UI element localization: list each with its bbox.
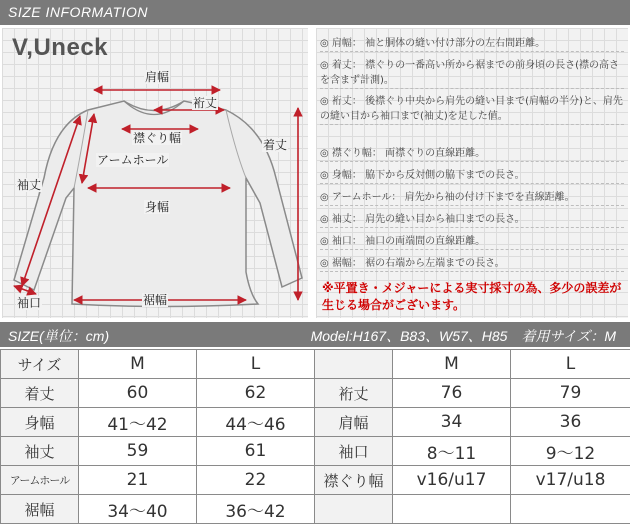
- row-label: 裾幅: [1, 495, 79, 524]
- table-cell: 8～11: [393, 437, 511, 466]
- section-title: SIZE INFORMATION: [8, 4, 148, 20]
- cuff-label: 袖口: [17, 296, 42, 310]
- col-header: M: [79, 350, 197, 379]
- table-cell: [511, 495, 630, 524]
- note-yuki: ◎ 裄丈： 後襟ぐり中央から肩先の縫い目まで(肩幅の半分)と、肩先の縫い目から袖口まで(袖丈)を足した値。: [320, 94, 624, 125]
- row-label: 袖丈: [1, 437, 79, 466]
- table-cell: 9～12: [511, 437, 630, 466]
- measurement-warning: ※平置き・メジャーによる実寸採寸の為、多少の誤差が生じる場合がございます。: [322, 281, 622, 312]
- note-shoulder: ◎ 肩幅： 袖と胴体の縫い付け部分の左右間距離。: [320, 36, 624, 52]
- table-cell: v16/u17: [393, 466, 511, 495]
- table-cell: 44～46: [197, 408, 315, 437]
- armhole-label: アームホール: [97, 153, 169, 167]
- row-label: [315, 495, 393, 524]
- size-table: [0, 349, 630, 524]
- table-header-row: [1, 350, 630, 379]
- table-cell: 34～40: [79, 495, 197, 524]
- size-header-cell-right: [315, 350, 393, 379]
- table-cell: 22: [197, 466, 315, 495]
- body-width-label: 身幅: [145, 200, 170, 214]
- size-table-header: [0, 322, 630, 347]
- sleeve-arrow: [22, 116, 80, 286]
- sleeve-length-label: 袖丈: [17, 178, 42, 192]
- table-cell: 36: [511, 408, 630, 437]
- garment-diagram: [2, 28, 308, 318]
- table-cell: 79: [511, 379, 630, 408]
- table-cell: v17/u18: [511, 466, 630, 495]
- table-row: [1, 408, 630, 437]
- table-row: [1, 495, 630, 524]
- garment-type-title: V,Uneck: [12, 34, 109, 61]
- row-label: 裄丈: [315, 379, 393, 408]
- table-cell: 60: [79, 379, 197, 408]
- note-cuff: ◎ 袖口： 袖口の両端間の直線距離。: [320, 234, 624, 250]
- table-cell: 34: [393, 408, 511, 437]
- neck-width-label: 襟ぐり幅: [133, 131, 182, 145]
- hem-width-label: 裾幅: [143, 293, 168, 307]
- row-label: 着丈: [1, 379, 79, 408]
- table-cell: 36～42: [197, 495, 315, 524]
- table-row: [1, 379, 630, 408]
- note-armhole: ◎ アームホール： 肩先から袖の付け下までを直線距離。: [320, 190, 624, 206]
- table-cell: 61: [197, 437, 315, 466]
- table-cell: 21: [79, 466, 197, 495]
- note-hem: ◎ 裾幅： 裾の右端から左端までの長さ。: [320, 256, 624, 272]
- table-cell: 62: [197, 379, 315, 408]
- col-header: M: [393, 350, 511, 379]
- table-cell: 41～42: [79, 408, 197, 437]
- row-label: 身幅: [1, 408, 79, 437]
- note-neck: ◎ 襟ぐり幅： 両襟ぐりの直線距離。: [320, 146, 624, 162]
- note-body: ◎ 身幅： 脇下から反対側の脇下までの長さ。: [320, 168, 624, 184]
- size-header-cell: サイズ: [1, 350, 79, 379]
- note-length: ◎ 着丈： 襟ぐりの一番高い所から裾までの前身頃の長さ(襟の高さを含まず計測)。: [320, 58, 624, 89]
- table-cell: [393, 495, 511, 524]
- col-header: L: [197, 350, 315, 379]
- model-info: Model:H167、B83、W57、H85 着用サイズ：M: [310, 328, 616, 344]
- row-label: 肩幅: [315, 408, 393, 437]
- measurement-notes: [316, 28, 628, 318]
- shoulder-label: 肩幅: [145, 70, 170, 84]
- table-row: [1, 466, 630, 495]
- size-information-header: [0, 0, 630, 25]
- note-sleeve: ◎ 袖丈： 肩先の縫い目から袖口までの長さ。: [320, 212, 624, 228]
- row-label: 袖口: [315, 437, 393, 466]
- table-cell: 76: [393, 379, 511, 408]
- row-label: 襟ぐり幅: [315, 466, 393, 495]
- yuki-label: 裄丈: [193, 96, 218, 110]
- table-row: [1, 437, 630, 466]
- table-cell: 59: [79, 437, 197, 466]
- row-label: アームホール: [1, 466, 79, 495]
- length-label: 着丈: [263, 138, 288, 152]
- unit-label: SIZE(単位：cm): [8, 328, 110, 344]
- col-header: L: [511, 350, 630, 379]
